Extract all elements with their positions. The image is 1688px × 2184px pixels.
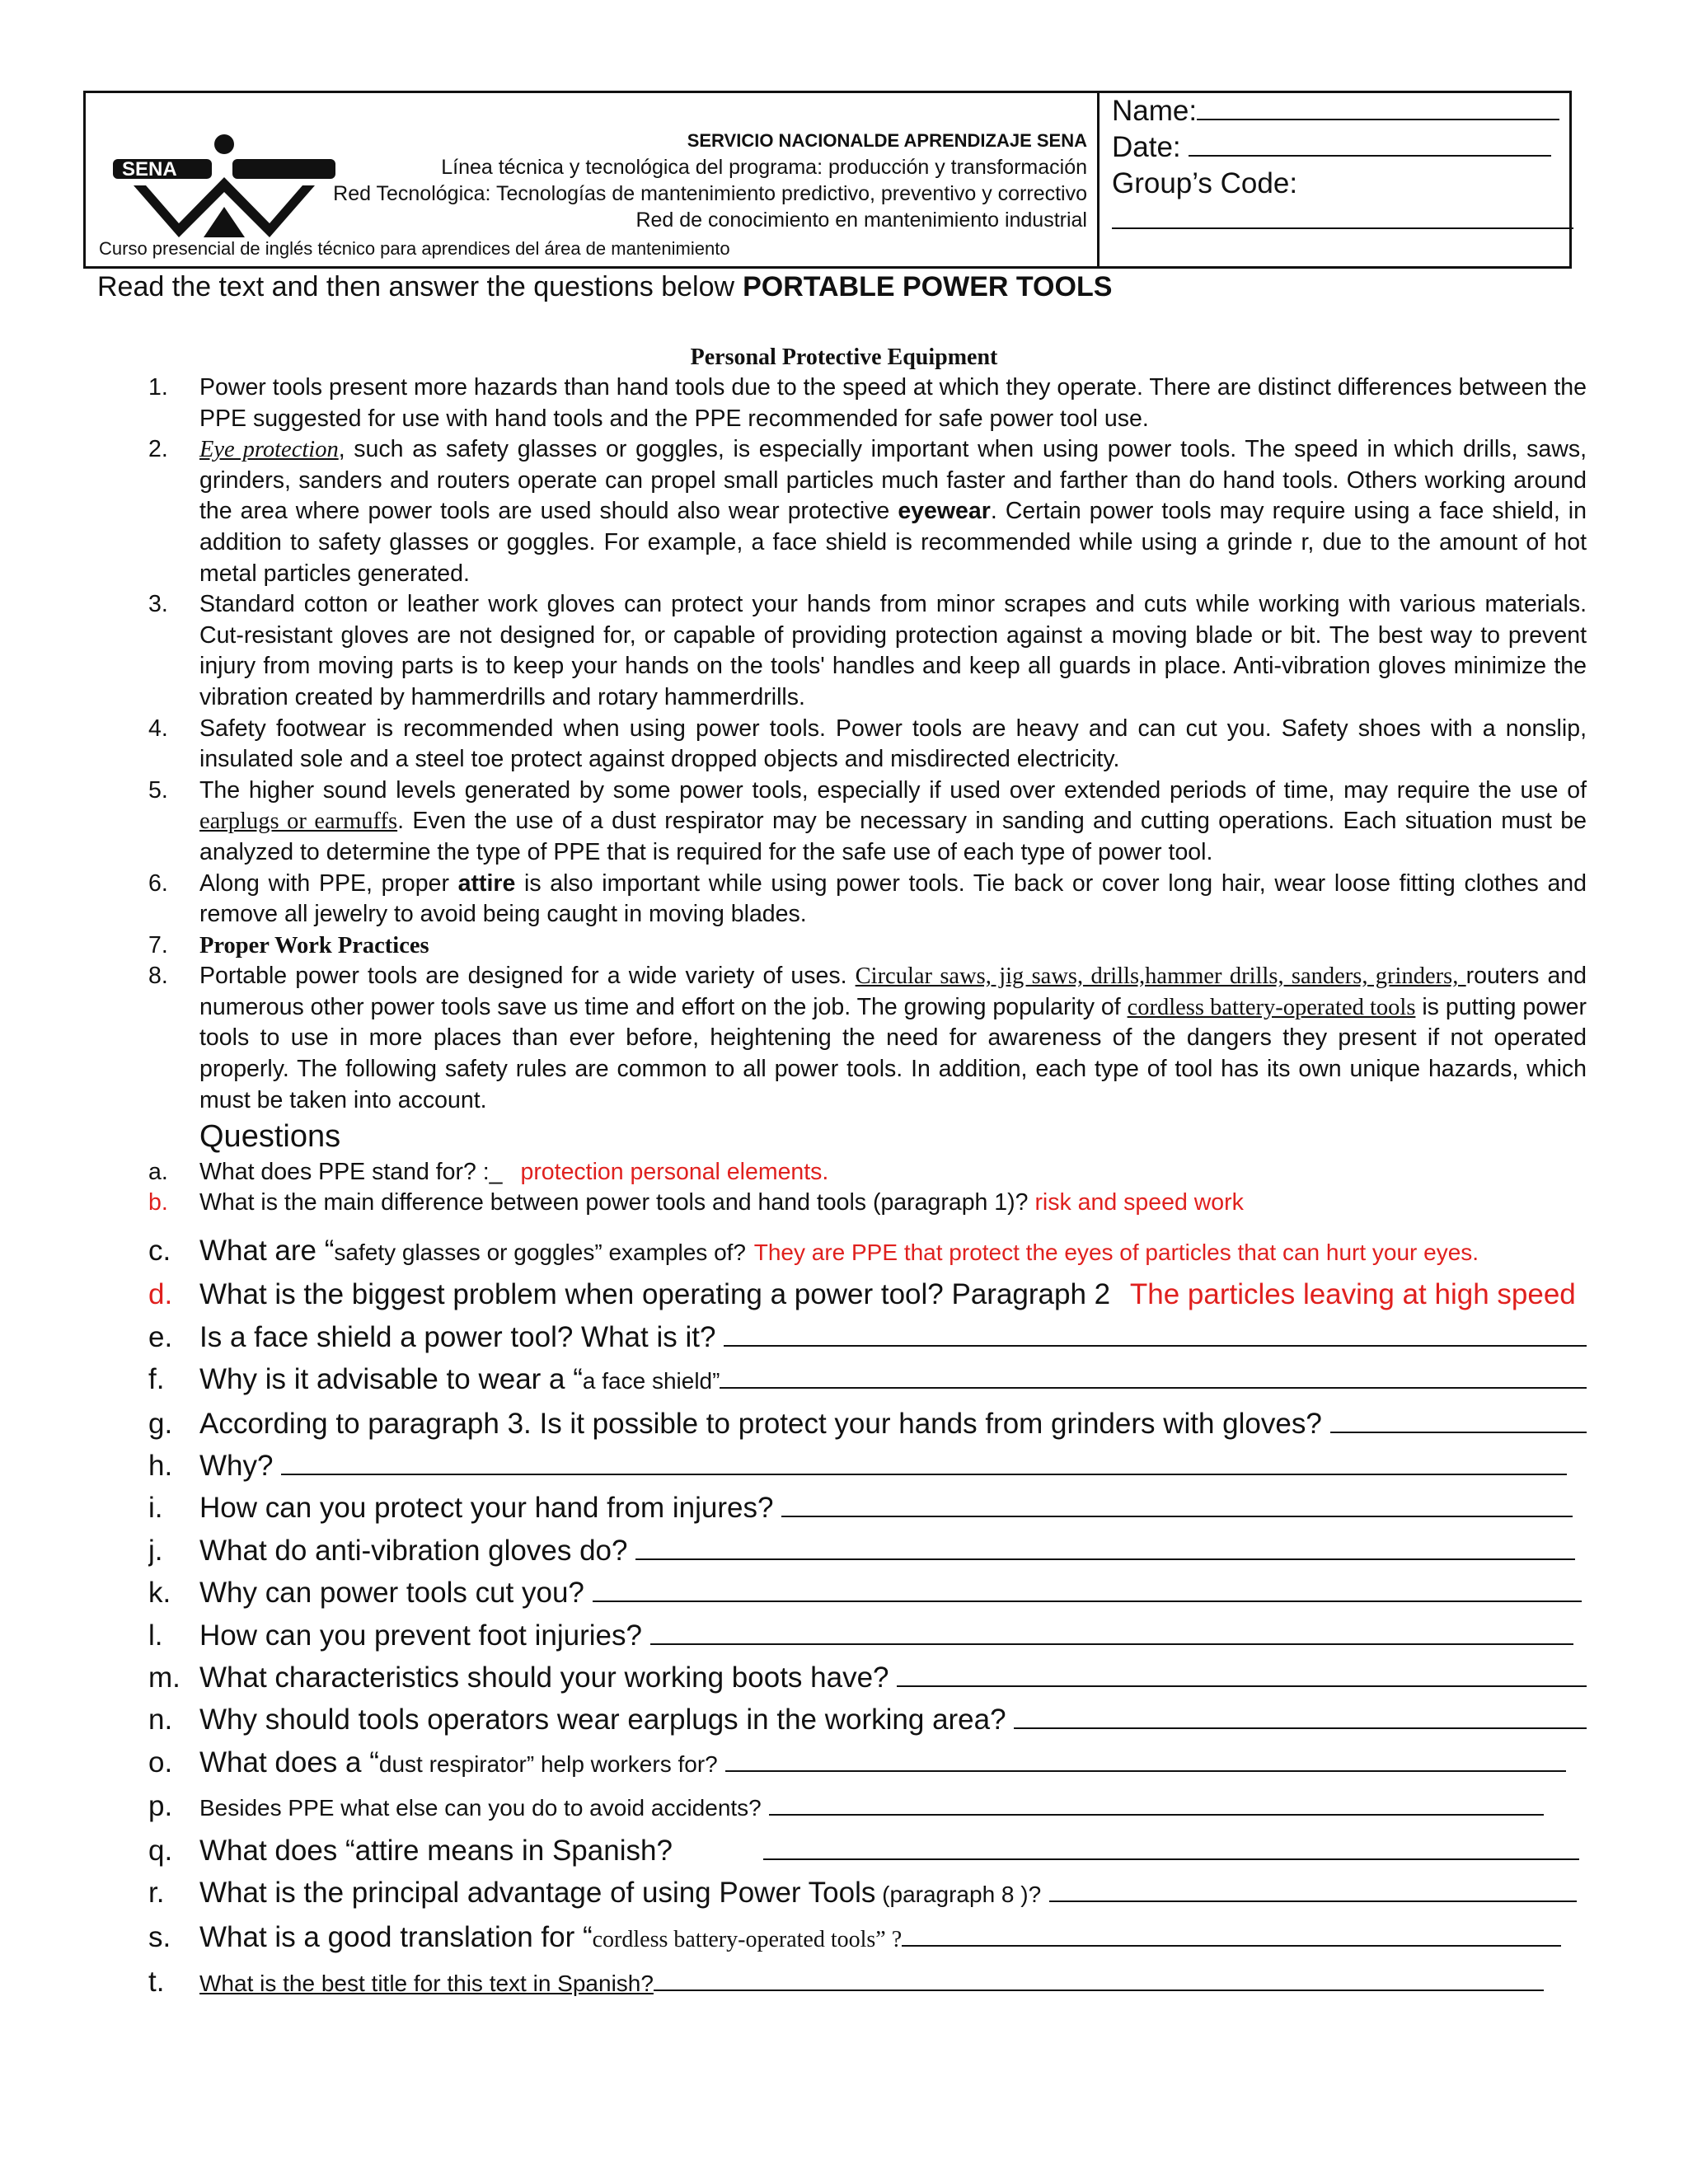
question-letter: r. <box>148 1877 165 1910</box>
program-line: Línea técnica y tecnológica del programa: producción y transformación <box>441 156 1087 179</box>
question-text: According to paragraph 3. Is it possible to protect your hands from grinders with gloves? <box>199 1407 1322 1440</box>
paragraph-text: routers and numerous other power tools save us time and effort on the job. The growing popularity of <box>199 963 1587 1020</box>
knowledge-line: Red de conocimiento en mantenimiento industrial <box>635 209 1087 232</box>
paragraph-text: Power tools present more hazards than hand tools due to the speed at which they operate. There are distinct differences between the PPE suggested for use with hand tools and the PPE recommended for safe power tool use. <box>199 374 1587 432</box>
question-letter: c. <box>148 1235 171 1267</box>
paragraph-4 <box>148 714 1587 776</box>
tool-types-link[interactable]: Circular saws, jig saws, drills,hammer drills, sanders, grinders, <box>855 963 1466 990</box>
paragraph-1 <box>148 373 1587 434</box>
question-h <box>148 1445 1587 1487</box>
question-letter: m. <box>148 1661 181 1694</box>
subsection-heading: Proper Work Practices <box>199 932 429 958</box>
answer-text[interactable]: protection personal elements. <box>520 1159 829 1185</box>
question-text: What is the biggest problem when operating a power tool? Paragraph 2 <box>199 1278 1111 1311</box>
question-letter: d. <box>148 1278 173 1311</box>
answer-blank[interactable] <box>650 1619 1573 1645</box>
question-letter: g. <box>148 1407 173 1440</box>
paragraph-text: Along with PPE, proper <box>199 869 458 897</box>
questions-list <box>148 1157 1587 2004</box>
question-c <box>148 1230 1587 1273</box>
course-line: Curso presencial de inglés técnico para aprendices del área de mantenimiento <box>99 238 730 259</box>
question-letter: o. <box>148 1746 173 1779</box>
question-letter: i. <box>148 1492 163 1525</box>
earplugs-link[interactable]: earplugs or earmuffs <box>199 808 398 835</box>
question-e <box>148 1316 1587 1358</box>
student-fields <box>1112 93 1573 238</box>
answer-blank[interactable] <box>1049 1876 1577 1902</box>
question-text: Why can power tools cut you? <box>199 1577 584 1610</box>
header-table <box>83 91 1572 269</box>
question-g <box>148 1403 1587 1445</box>
paragraph-number: 3. <box>148 591 168 618</box>
answer-blank[interactable] <box>763 1834 1579 1860</box>
section-title: Personal Protective Equipment <box>690 344 998 370</box>
question-text: What is a good translation for “ <box>199 1920 593 1953</box>
institution-name: SERVICIO NACIONALDE APRENDIZAJE SENA <box>687 130 1087 151</box>
paragraph-6 <box>148 869 1587 930</box>
paragraph-text: Safety footwear is recommended when using power tools. Power tools are heavy and can cut you. Safety shoes with a nonslip, insulated sole and a steel toe protect against dropped objects and misdirected electricity. <box>199 715 1587 773</box>
question-r <box>148 1872 1587 1915</box>
paragraph-text: Portable power tools are designed for a wide variety of uses. <box>199 963 856 990</box>
question-d <box>148 1273 1587 1315</box>
paragraph-8 <box>148 961 1587 1116</box>
eye-protection-link[interactable]: Eye protection <box>199 437 339 463</box>
answer-blank[interactable] <box>1014 1703 1587 1729</box>
question-letter: a. <box>148 1159 168 1185</box>
paragraph-text: . Even the use of a dust respirator may be necessary in sanding and cutting operations. Each situation must be analyzed to determine the type of PPE that is required for the safe use of each type of power tool. <box>199 808 1587 865</box>
paragraph-text: Standard cotton or leather work gloves can protect your hands from minor scrapes and cuts while working with various materials. Cut-resistant gloves are not designed for, or capable of providing protection against a moving blade or bit. The best way to prevent injury from moving parts is to keep your hands on the tools' handles and keep all guards in place. Anti-vibration gloves minimize the vibration created by hammerdrills and rotary hammerdrills. <box>199 591 1587 710</box>
question-letter: k. <box>148 1577 171 1610</box>
network-line: Red Tecnológica: Tecnologías de mantenimiento predictivo, preventivo y correctivo <box>333 182 1087 205</box>
date-field[interactable] <box>1112 129 1573 166</box>
answer-blank[interactable] <box>725 1746 1566 1772</box>
answer-blank[interactable] <box>720 1362 1587 1389</box>
question-q <box>148 1830 1587 1872</box>
question-text: What do anti-vibration gloves do? <box>199 1534 628 1567</box>
question-letter: q. <box>148 1834 173 1867</box>
paragraph-number: 5. <box>148 776 168 804</box>
question-text: What characteristics should your working boots have? <box>199 1661 889 1694</box>
question-letter: t. <box>148 1965 165 1998</box>
answer-text[interactable]: They are PPE that protect the eyes of particles that can hurt your eyes. <box>753 1240 1479 1265</box>
question-text: Is a face shield a power tool? What is it? <box>199 1320 716 1353</box>
group-code-blank[interactable] <box>1112 202 1573 238</box>
question-text: How can you protect your hand from injures? <box>199 1492 774 1525</box>
paragraph-number: 2. <box>148 436 168 463</box>
paragraph-number: 8. <box>148 963 168 990</box>
paragraph-text: , such as safety glasses or goggles, is especially important when using power tools. The speed in which drills, saws, grinders, sanders and routers operate can propel small particles much faster and farther than do hand tools. Others working around the area where power tools are used should also wear protective <box>199 436 1587 525</box>
answer-blank[interactable] <box>593 1576 1582 1602</box>
question-text-small: dust respirator” help workers for? <box>378 1750 718 1777</box>
attire-term: attire <box>457 869 516 897</box>
question-text-small: safety glasses or goggles” examples of? <box>334 1240 746 1265</box>
question-j <box>148 1530 1587 1572</box>
question-letter: s. <box>148 1920 171 1953</box>
question-s <box>148 1916 1587 1961</box>
question-o <box>148 1741 1587 1785</box>
questions-heading: Questions <box>199 1119 341 1154</box>
answer-blank[interactable] <box>769 1789 1544 1816</box>
paragraph-text: The higher sound levels generated by some power tools, especially if used over extended periods of time, may require the use of <box>199 776 1587 804</box>
question-p <box>148 1785 1587 1829</box>
question-text: What is the best title for this text in Spanish? <box>199 1970 654 1996</box>
question-text-small: cordless battery-operated tools” ? <box>592 1926 903 1952</box>
question-a <box>148 1157 1587 1188</box>
instruction-text: Read the text and then answer the questions below <box>97 271 735 302</box>
paragraph-number: 6. <box>148 869 168 897</box>
question-l <box>148 1615 1587 1657</box>
question-n <box>148 1699 1587 1741</box>
answer-text[interactable]: risk and speed work <box>1034 1189 1244 1216</box>
question-f <box>148 1358 1587 1402</box>
answer-blank[interactable] <box>902 1920 1561 1947</box>
question-text: How can you prevent foot injuries? <box>199 1619 642 1652</box>
date-label: Date: <box>1112 131 1181 163</box>
paragraph-2 <box>148 434 1587 589</box>
intro-line <box>97 271 1112 303</box>
question-text: Besides PPE what else can you do to avoid accidents? <box>199 1795 762 1821</box>
answer-blank[interactable] <box>654 1965 1544 1991</box>
answer-blank[interactable] <box>781 1491 1573 1517</box>
group-code-field[interactable] <box>1112 166 1573 202</box>
logo-text: SENA <box>122 158 177 180</box>
question-letter: j. <box>148 1534 163 1567</box>
answer-blank[interactable] <box>897 1661 1587 1687</box>
answer-blank[interactable] <box>635 1534 1575 1560</box>
question-letter: h. <box>148 1450 173 1483</box>
question-letter: b. <box>148 1189 168 1216</box>
question-text: What does PPE stand for? :_ <box>199 1159 503 1185</box>
question-m <box>148 1657 1587 1699</box>
name-field[interactable] <box>1112 93 1573 129</box>
paragraph-3 <box>148 589 1587 713</box>
question-text: What are “ <box>199 1235 335 1267</box>
question-text: Why is it advisable to wear a “ <box>199 1363 583 1396</box>
paragraph-text: is also important while using power tools. Tie back or cover long hair, wear loose fitting clothes and remove all jewelry to avoid being caught in moving blades. <box>199 869 1587 928</box>
question-text: What is the principal advantage of using Power Tools <box>199 1877 876 1910</box>
name-label: Name: <box>1112 95 1198 127</box>
answer-blank[interactable] <box>724 1320 1587 1347</box>
reading-paragraphs <box>148 373 1587 1116</box>
question-text: What does a “ <box>199 1746 379 1779</box>
paragraph-text: is putting power tools to use in more places than ever before, heightening the need for awareness of the dangers they present if not operated properly. The following safety rules are common to all power tools. In addition, each type of tool has its own unique hazards, which must be taken into account. <box>199 993 1587 1113</box>
eyewear-term: eyewear <box>898 498 991 525</box>
paragraph-number: 7. <box>148 931 168 958</box>
paragraph-number: 1. <box>148 374 168 401</box>
question-letter: n. <box>148 1704 173 1736</box>
question-b <box>148 1188 1587 1218</box>
header-divider <box>1097 93 1100 266</box>
question-text: Why? <box>199 1450 274 1483</box>
group-code-label: Group’s Code: <box>1112 167 1298 199</box>
paragraph-text: . Certain power tools may require using a face shield, in addition to safety glasses or goggles. For example, a face shield is recommended while using a grinde r, due to the amount of hot metal particles generated. <box>199 498 1587 587</box>
question-text: What is the main difference between power tools and hand tools (paragraph 1)? <box>199 1189 1029 1216</box>
institution-block <box>333 128 1087 233</box>
paragraph-7 <box>148 930 1587 962</box>
question-letter: e. <box>148 1320 173 1353</box>
reading-title: PORTABLE POWER TOOLS <box>743 271 1113 302</box>
paragraph-number: 4. <box>148 715 168 742</box>
question-i <box>148 1487 1587 1529</box>
paragraph-5 <box>148 776 1587 869</box>
answer-text[interactable]: The particles leaving at high speed <box>1129 1278 1576 1311</box>
question-text-small: (paragraph 8 )? <box>875 1882 1042 1908</box>
question-letter: l. <box>148 1619 163 1652</box>
question-t <box>148 1961 1587 2004</box>
question-text: What does “attire means in Spanish? <box>199 1834 673 1867</box>
question-text-small: a face shield” <box>582 1368 720 1394</box>
cordless-tools-link[interactable]: cordless battery-operated tools <box>1127 994 1416 1020</box>
answer-blank[interactable] <box>281 1449 1567 1475</box>
question-letter: f. <box>148 1363 165 1396</box>
sena-logo-icon <box>101 134 348 241</box>
question-text: Why should tools operators wear earplugs in the working area? <box>199 1704 1006 1736</box>
question-k <box>148 1572 1587 1614</box>
answer-blank[interactable] <box>1330 1407 1587 1433</box>
question-letter: p. <box>148 1790 173 1823</box>
